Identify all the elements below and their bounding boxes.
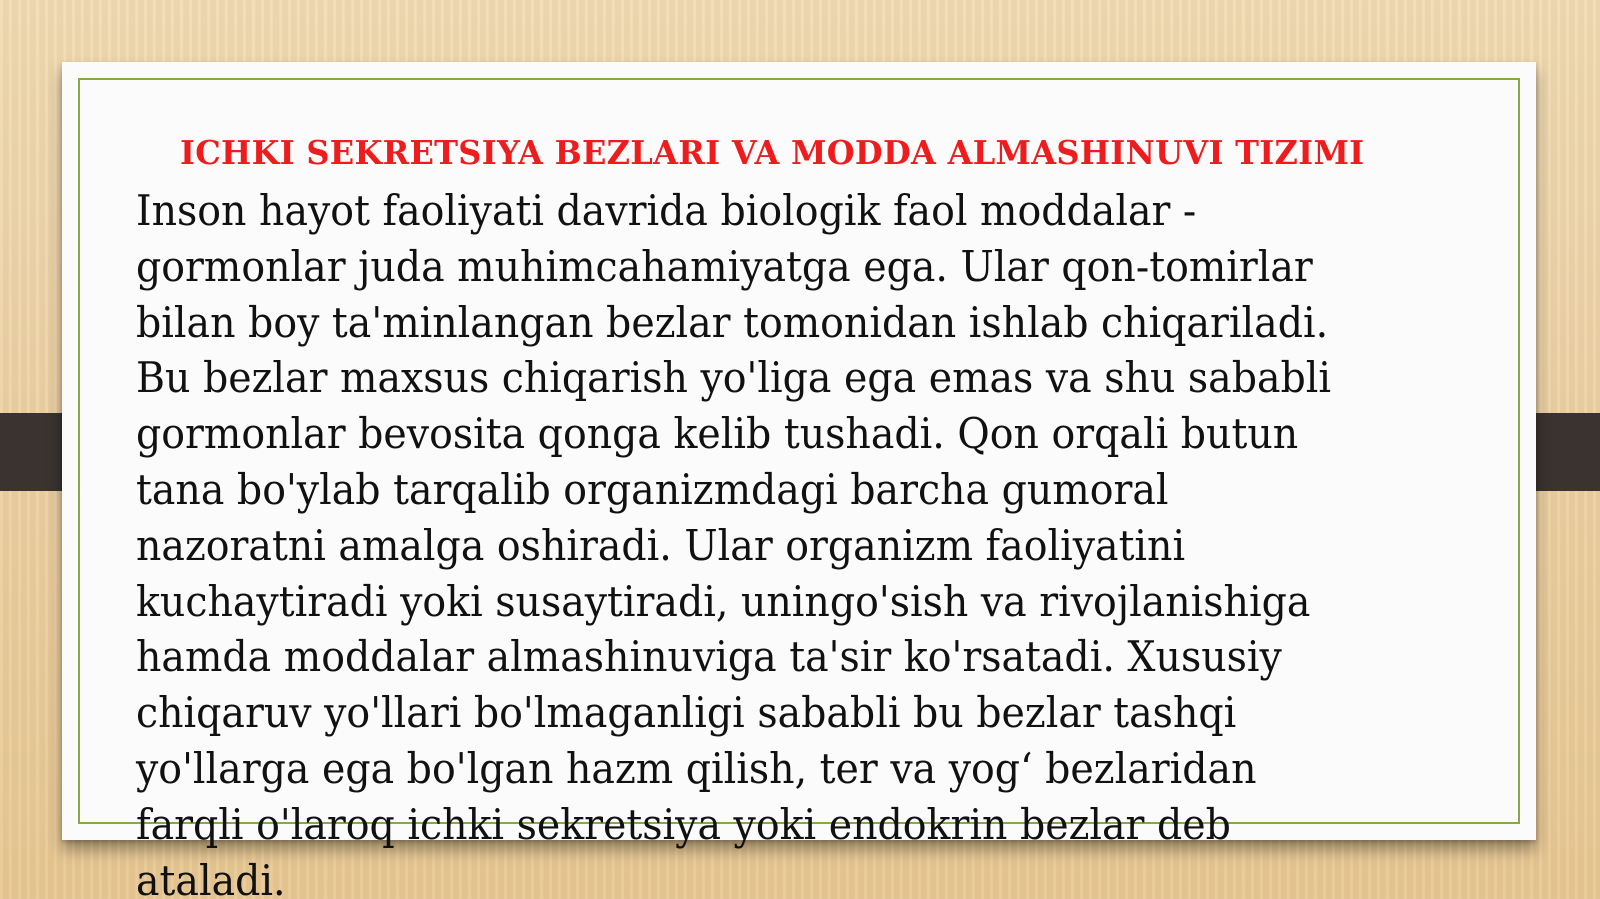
body-line: gormonlar bevosita qonga kelib tushadi. Qon orqali butun [136, 409, 1299, 459]
slide-title: ICHKI SEKRETSIYA BEZLARI VA MODDA ALMASHINUVI TIZIMI [180, 133, 1365, 172]
body-line: bilan boy ta'minlangan bezlar tomonidan ishlab chiqariladi. [136, 297, 1329, 347]
body-line: hamda moddalar almashinuviga ta'sir ko'rsatadi. Xususiy [136, 632, 1282, 682]
body-line: Bu bezlar maxsus chiqarish yo'liga ega emas va shu sababli [136, 353, 1332, 403]
body-line: gormonlar juda muhimcahamiyatga ega. Ular qon-tomirlar [136, 241, 1313, 291]
body-line: nazoratni amalga oshiradi. Ular organizm faoliyatini [136, 520, 1186, 570]
body-line: tana bo'ylab tarqalib organizmdagi barcha gumoral [136, 464, 1169, 514]
body-line: farqli o'laroq ichki sekretsiya yoki endokrin bezlar deb [136, 799, 1231, 849]
body-line: ataladi. [136, 855, 286, 899]
body-line: Inson hayot faoliyati davrida biologik faol moddalar - [136, 186, 1197, 235]
slide-body-text [136, 183, 1407, 899]
body-line: kuchaytiradi yoki susaytiradi, uningo'sish va rivojlanishiga [136, 576, 1311, 626]
body-line: yo'llarga ega bo'lgan hazm qilish, ter va yog‘ bezlaridan [136, 743, 1257, 793]
body-line: chiqaruv yo'llari bo'lmaganligi sababli bu bezlar tashqi [136, 688, 1237, 738]
